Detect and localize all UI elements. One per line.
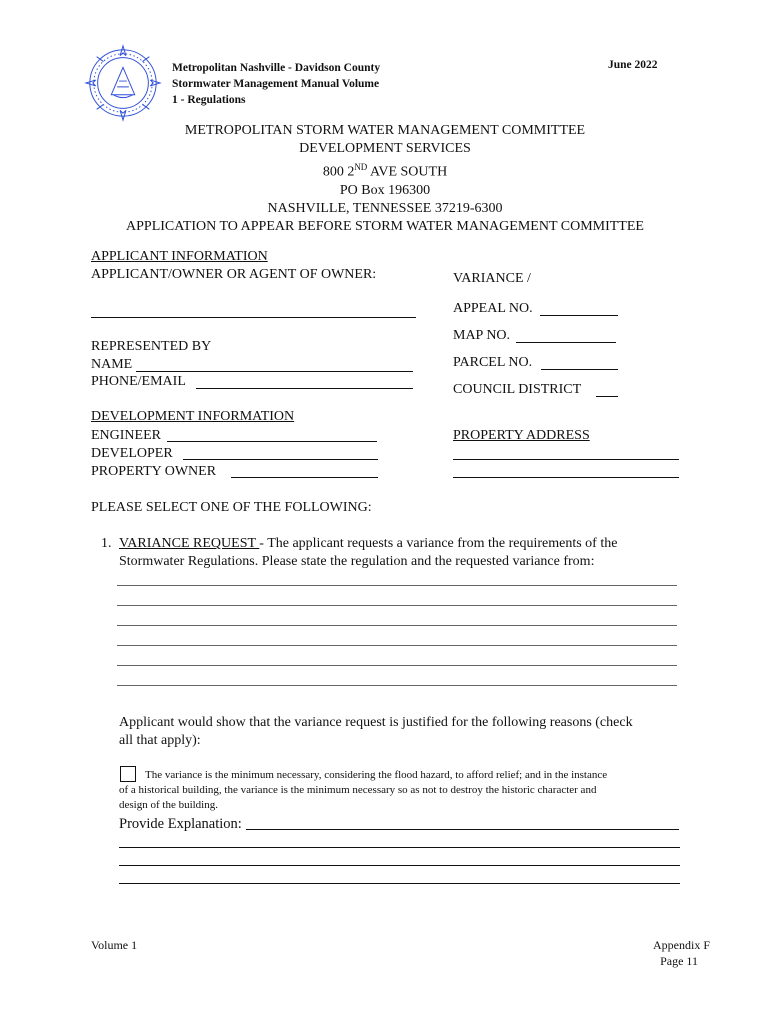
checkbox-text-2: of a historical building, the variance is the minimum necessary so as not to destroy the historic character and — [119, 784, 597, 796]
manual-header — [172, 60, 412, 108]
developer-label: DEVELOPER — [91, 446, 173, 461]
name-label: NAME — [91, 357, 133, 372]
footer-page-number: Page 11 — [660, 954, 698, 968]
city-state-zip: NASHVILLE, TENNESSEE 37219-6300 — [267, 200, 503, 216]
po-box: PO Box 196300 — [339, 182, 431, 198]
explanation-field-3[interactable] — [119, 865, 680, 866]
header-line-1: Metropolitan Nashville - Davidson County — [172, 62, 381, 74]
footer-appendix-label: Appendix F — [653, 938, 710, 952]
variance-response-line-3[interactable] — [117, 625, 677, 626]
variance-response-line-1[interactable] — [117, 585, 677, 586]
header-line-2: Stormwater Management Manual Volume — [172, 78, 380, 90]
department-name: DEVELOPMENT SERVICES — [299, 141, 471, 156]
development-section-title: DEVELOPMENT INFORMATION — [91, 409, 295, 424]
header-date: June 2022 — [608, 59, 658, 71]
map-no-label: MAP NO. — [453, 328, 511, 343]
checkbox-text-1: The variance is the minimum necessary, considering the flood hazard, to afford relief; and in the instance — [145, 769, 608, 781]
variance-response-line-6[interactable] — [117, 685, 677, 686]
engineer-label: ENGINEER — [91, 428, 161, 443]
council-district-label: COUNCIL DISTRICT — [453, 382, 582, 397]
variance-request-text: - The applicant requests a variance from the requirements of the — [259, 536, 618, 551]
parcel-no-label: PARCEL NO. — [453, 355, 533, 370]
minimum-necessary-checkbox[interactable] — [120, 766, 136, 782]
explanation-field-4[interactable] — [119, 883, 680, 884]
map-no-field[interactable] — [516, 342, 616, 343]
council-district-field[interactable] — [596, 396, 618, 397]
header-line-3: 1 - Regulations — [172, 94, 246, 106]
phone-email-field[interactable] — [196, 388, 413, 389]
variance-request-title: VARIANCE REQUEST — [119, 536, 260, 551]
explanation-field-1[interactable] — [246, 829, 679, 830]
variance-request-item — [119, 535, 617, 553]
explanation-label: Provide Explanation: — [119, 816, 242, 832]
appeal-no-field[interactable] — [540, 315, 618, 316]
appeal-no-label: APPEAL NO. — [453, 301, 533, 316]
developer-field[interactable] — [183, 459, 378, 460]
name-field[interactable] — [136, 371, 413, 372]
footer-appendix — [600, 937, 710, 969]
property-address-field-1[interactable] — [453, 459, 679, 460]
item-number: 1. — [101, 536, 112, 551]
property-owner-label: PROPERTY OWNER — [91, 464, 217, 479]
parcel-no-field[interactable] — [541, 369, 618, 370]
applicant-section-title: APPLICANT INFORMATION — [91, 249, 268, 264]
explanation-field-2[interactable] — [119, 847, 680, 848]
variance-label: VARIANCE / — [453, 271, 531, 286]
variance-response-line-2[interactable] — [117, 605, 677, 606]
property-address-label: PROPERTY ADDRESS — [453, 428, 590, 443]
phone-email-label: PHONE/EMAIL — [91, 374, 186, 389]
property-address-field-2[interactable] — [453, 477, 679, 478]
owner-label: APPLICANT/OWNER OR AGENT OF OWNER: — [91, 267, 377, 282]
justification-intro-1: Applicant would show that the variance request is justified for the following reasons (check — [119, 715, 633, 730]
checkbox-text-3: design of the building. — [119, 799, 218, 811]
owner-field[interactable] — [91, 317, 416, 318]
select-prompt: PLEASE SELECT ONE OF THE FOLLOWING: — [91, 500, 372, 515]
variance-request-text-2: Stormwater Regulations. Please state the regulation and the requested variance from: — [119, 554, 595, 569]
committee-name: METROPOLITAN STORM WATER MANAGEMENT COMMITTEE — [184, 123, 586, 138]
variance-response-line-4[interactable] — [117, 645, 677, 646]
property-owner-field[interactable] — [231, 477, 378, 478]
engineer-field[interactable] — [167, 441, 377, 442]
justification-intro-2: all that apply): — [119, 733, 201, 748]
committee-title-block — [60, 122, 710, 236]
street-address: 800 2ND AVE SOUTH — [322, 162, 448, 180]
metro-nashville-seal-logo — [84, 44, 162, 122]
variance-response-line-5[interactable] — [117, 665, 677, 666]
represented-by-label: REPRESENTED BY — [91, 339, 212, 354]
application-title: APPLICATION TO APPEAR BEFORE STORM WATER MANAGEMENT COMMITTEE — [126, 218, 644, 234]
footer-volume: Volume 1 — [91, 938, 138, 952]
